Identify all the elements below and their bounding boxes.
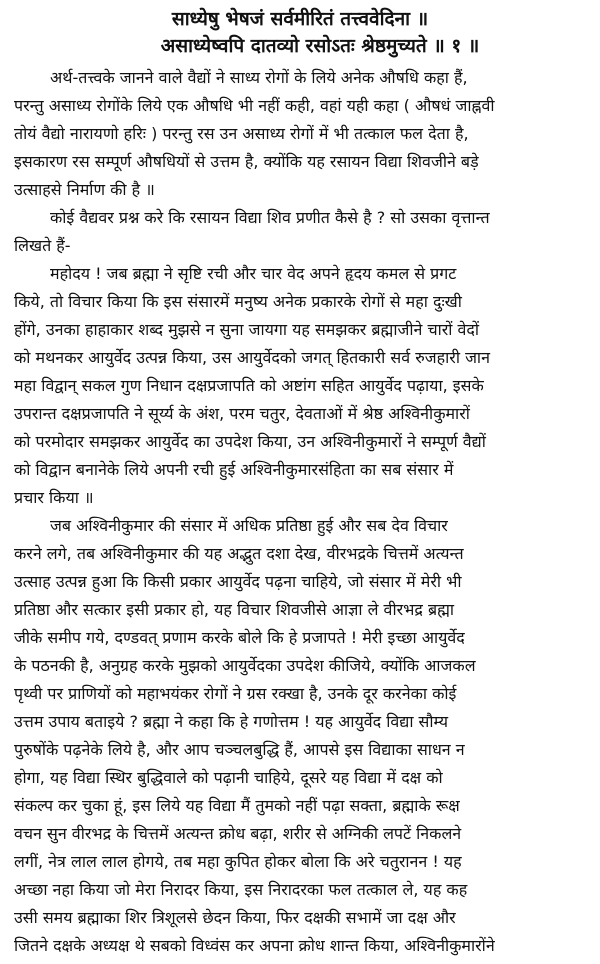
paragraph [14, 204, 586, 260]
text-line: महोदय ! जब ब्रह्मा ने सृष्टि रची और चार वेद अपने हृदय कमल से प्रगट [50, 264, 457, 283]
text-line: होंगे, उनका हाहाकार शब्द मुझसे न सुना जायगा यह समझकर ब्रह्माजीने चारों वेदों [14, 320, 480, 339]
paragraph [14, 512, 586, 960]
text-line: वचन सुन वीरभद्र के चित्तमें अत्यन्त क्रोध बढ़ा, शरीर से अग्निकी लपटें निकलने [14, 824, 462, 843]
text-line: प्रचार किया ॥ [14, 488, 94, 507]
text-line: लिखते हैं- [14, 236, 71, 255]
verse-line-2: असाध्येष्वपि दातव्यो रसोऽतः श्रेष्ठमुच्यते ॥ १ ॥ [160, 35, 480, 57]
text-line: अच्छा नहा किया जो मेरा निरादर किया, इस निरादरका फल तत्काल ले, यह कह [14, 880, 468, 899]
text-line: जब अश्विनीकुमार की संसार में अधिक प्रतिष्ठा हुई और सब देव विचार [50, 516, 448, 535]
text-line: उसी समय ब्रह्माका शिर त्रिशूलसे छेदन किया, फिर दक्षकी सभामें जा दक्ष और [14, 908, 456, 927]
text-line: अर्थ-तत्त्वके जानने वाले वैद्यों ने साध्य रोगों के लिये अनेक औषधि कहा हैं, [50, 68, 468, 87]
paragraph [14, 260, 586, 512]
text-line: को विद्वान बनानेके लिये अपनी रची हुई अश्विनीकुमारसंहिता का सब संसार में [14, 460, 454, 479]
text-line: लगीं, नेत्र लाल लाल होगये, तब महा कुपित होकर बोला कि अरे चतुरानन ! यह [14, 852, 462, 871]
text-line: उत्तम उपाय बताइये ? ब्रह्मा ने कहा कि हे गणोत्तम ! यह आयुर्वेद विद्या सौम्य [14, 712, 448, 731]
text-line: उत्साहसे निर्माण की है ॥ [14, 180, 155, 199]
text-line: उत्साह उत्पन्न हुआ कि किसी प्रकार आयुर्वेद पढ़ना चाहिये, जो संसार में मेरी भी [14, 572, 462, 591]
text-line: तोयं वैद्यो नारायणो हरिः ) परन्तु रस उन असाध्य रोगों में भी तत्काल फल देता है, [14, 124, 469, 143]
text-line: जितने दक्षके अध्यक्ष थे सबको विध्वंस कर अपना क्रोध शान्त किया, अश्विनीकुमारोंने [14, 936, 495, 955]
text-line: उपरान्त दक्षप्रजापति ने सूर्य्य के अंश, परम चतुर, देवताओं में श्रेष्ठ अश्विनीकुमारों [14, 404, 470, 423]
text-line: किये, तो विचार किया कि इस संसारमें मनुष्य अनेक प्रकारके रोगों से महा दुःखी [14, 292, 462, 311]
text-line: कोई वैद्यवर प्रश्न करे कि रसायन विद्या शिव प्रणीत कैसे है ? सो उसका वृत्तान्त [50, 208, 490, 227]
text-line: इसकारण रस सम्पूर्ण औषधियों से उत्तम है, क्योंकि यह रसायन विद्या शिवजीने बड़े [14, 152, 479, 171]
sanskrit-verse [14, 6, 586, 60]
text-line: को मथनकर आयुर्वेद उत्पन्न किया, उस आयुर्वेदको जगत् हितकारी सर्व रुजहारी जान [14, 348, 490, 367]
text-line: महा विद्वान् सकल गुण निधान दक्षप्रजापति को अष्टांग सहित आयुर्वेद पढ़ाया, इसके [14, 376, 484, 395]
paragraph [14, 64, 586, 204]
verse-line-1: साध्येषु भेषजं सर्वमीरितं तत्त्ववेदिना ॥ [171, 8, 429, 30]
commentary-body [14, 64, 586, 960]
text-line: संकल्प कर चुका हूं, इस लिये यह विद्या मैं तुमको नहीं पढ़ा सक्ता, ब्रह्माके रूक्ष [14, 796, 460, 815]
text-line: होगा, यह विद्या स्थिर बुद्धिवाले को पढ़ानी चाहिये, दूसरे यह विद्या में दक्ष को [14, 768, 443, 787]
text-line: पुरुषोंके पढ़नेके लिये है, और आप चञ्चलबुद्धि हैं, आपसे इस विद्याका साधन न [14, 740, 465, 759]
text-line: पृथ्वी पर प्राणियों को महाभयंकर रोगों ने ग्रस रक्खा है, उनके दूर करनेका कोई [14, 684, 457, 703]
text-line: जीके समीप गये, दण्डवत् प्रणाम करके बोले कि हे प्रजापते ! मेरी इच्छा आयुर्वेद [14, 628, 465, 647]
text-line: के पठनकी है, अनुग्रह करके मुझको आयुर्वेदका उपदेश कीजिये, क्योंकि आजकल [14, 656, 476, 675]
text-line: परन्तु असाध्य रोगोंके लिये एक औषधि भी नहीं कही, वहां यही कहा ( औषधं जाह्नवी [14, 96, 495, 115]
text-line: को परमोदार समझकर आयुर्वेद का उपदेश किया, उन अश्विनीकुमारों ने सम्पूर्ण वैद्यों [14, 432, 486, 451]
text-line: प्रतिष्ठा और सत्कार इसी प्रकार हो, यह विचार शिवजीसे आज्ञा ले वीरभद्र ब्रह्मा [14, 600, 455, 619]
text-line: करने लगे, तब अश्विनीकुमार की यह अद्भुत दशा देख, वीरभद्रके चित्तमें अत्यन्त [14, 544, 464, 563]
